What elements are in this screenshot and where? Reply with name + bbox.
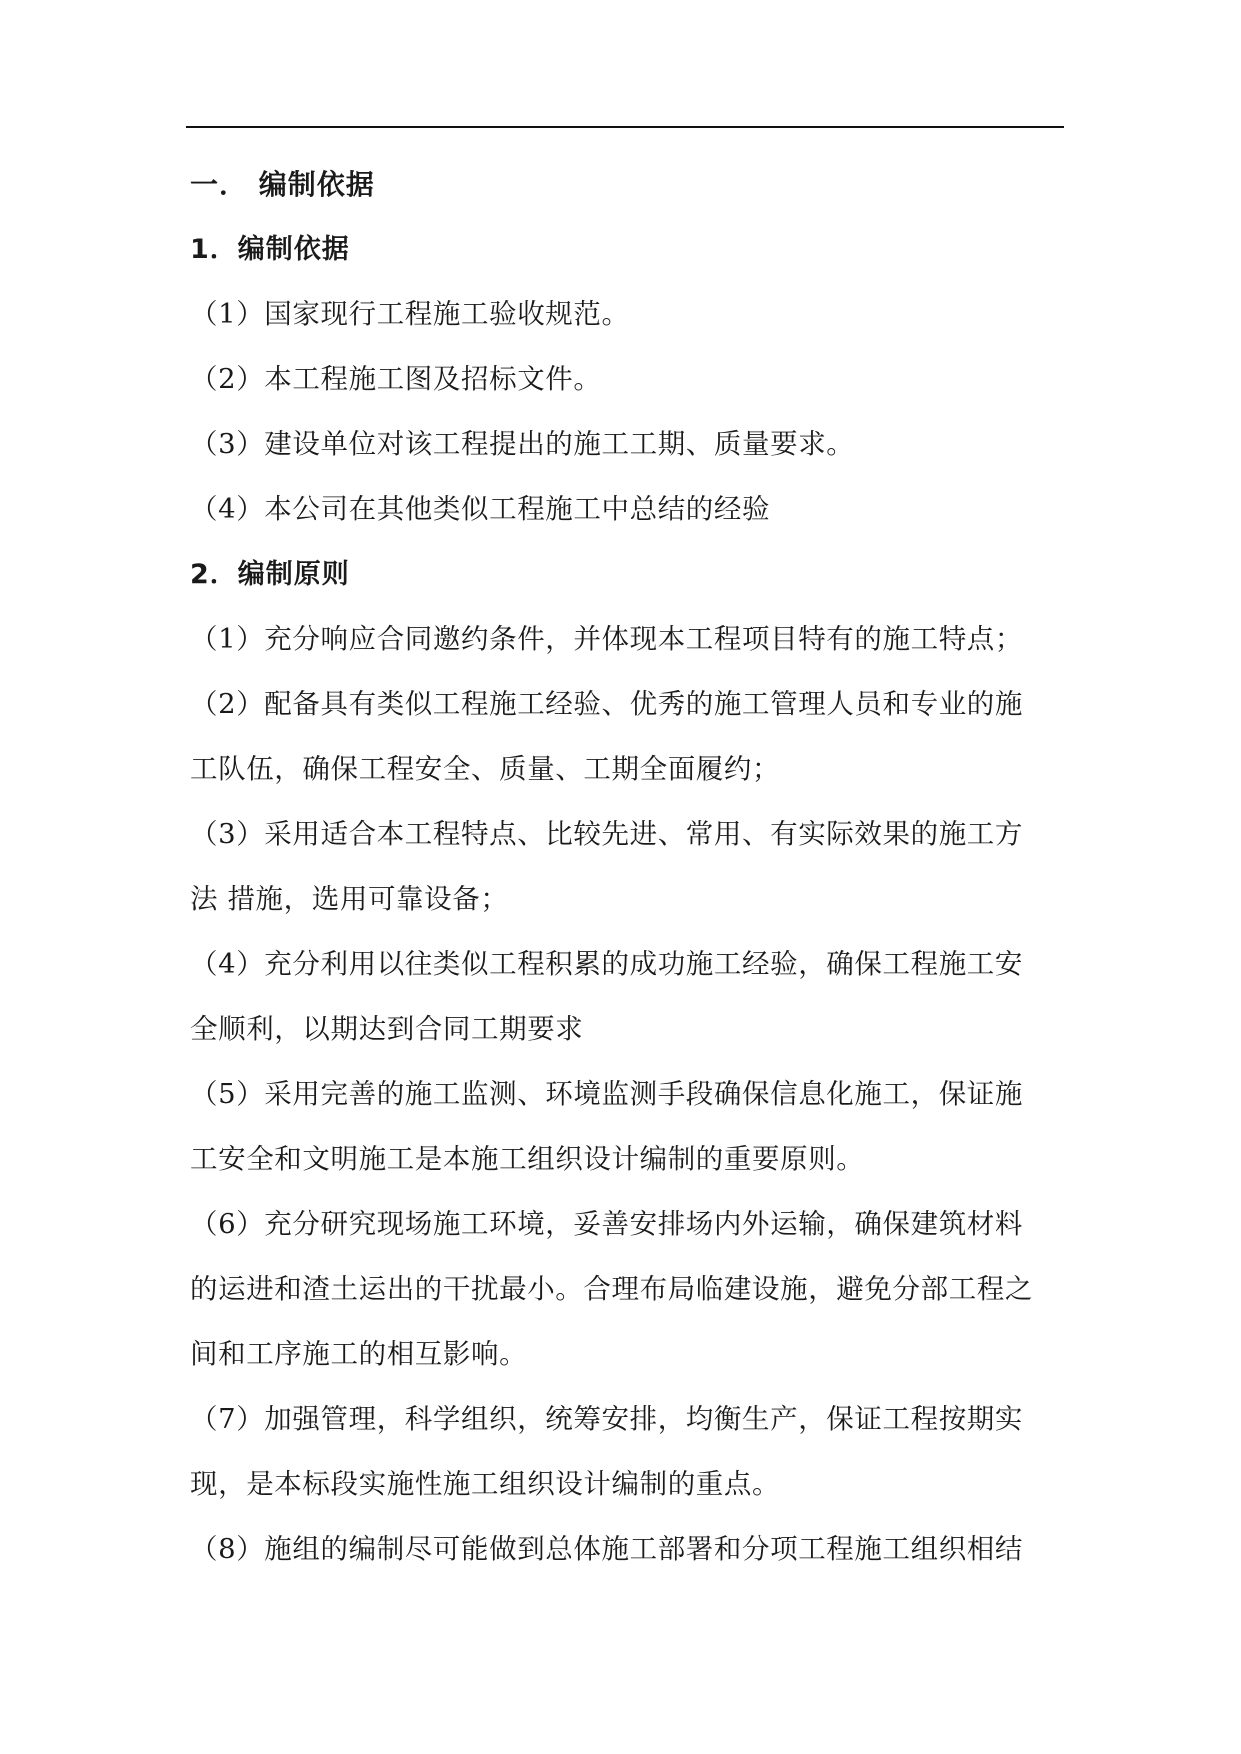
basis-item-1: （1）国家现行工程施工验收规范。	[190, 298, 630, 330]
principle-item-1: （1）充分响应合同邀约条件，并体现本工程项目特有的施工特点；	[190, 623, 1023, 655]
principle-item-6-cont-1: 的运进和渣土运出的干扰最小。合理布局临建设施，避免分部工程之	[190, 1273, 1033, 1305]
principle-item-2: （2）配备具有类似工程施工经验、优秀的施工管理人员和专业的施	[190, 688, 1023, 720]
basis-item-4: （4）本公司在其他类似工程施工中总结的经验	[190, 493, 771, 525]
principle-item-3: （3）采用适合本工程特点、比较先进、常用、有实际效果的施工方	[190, 818, 1023, 850]
principle-item-4-cont: 全顺利，以期达到合同工期要求	[190, 1013, 584, 1045]
principle-item-4: （4）充分利用以往类似工程积累的成功施工经验，确保工程施工安	[190, 948, 1023, 980]
principle-item-5-cont: 工安全和文明施工是本施工组织设计编制的重要原则。	[190, 1143, 865, 1175]
principle-item-7-cont: 现，是本标段实施性施工组织设计编制的重点。	[190, 1468, 781, 1500]
principle-item-5: （5）采用完善的施工监测、环境监测手段确保信息化施工，保证施	[190, 1078, 1023, 1110]
document-body	[190, 152, 1062, 1582]
principle-item-6: （6）充分研究现场施工环境，妥善安排场内外运输，确保建筑材料	[190, 1208, 1023, 1240]
header-rule	[186, 126, 1064, 128]
subsection-heading-principles: 2．编制原则	[190, 559, 350, 590]
principle-item-6-cont-2: 间和工序施工的相互影响。	[190, 1338, 528, 1370]
section-heading: 一． 编制依据	[190, 168, 375, 201]
principle-item-2-cont: 工队伍，确保工程安全、质量、工期全面履约；	[190, 753, 781, 785]
principle-item-8: （8）施组的编制尽可能做到总体施工部署和分项工程施工组织相结	[190, 1533, 1023, 1565]
basis-item-3: （3）建设单位对该工程提出的施工工期、质量要求。	[190, 428, 855, 460]
subsection-heading-basis: 1．编制依据	[190, 234, 350, 265]
basis-item-2: （2）本工程施工图及招标文件。	[190, 363, 602, 395]
principle-item-3-cont: 法 措施，选用可靠设备；	[190, 883, 509, 915]
principle-item-7: （7）加强管理，科学组织，统筹安排，均衡生产，保证工程按期实	[190, 1403, 1023, 1435]
